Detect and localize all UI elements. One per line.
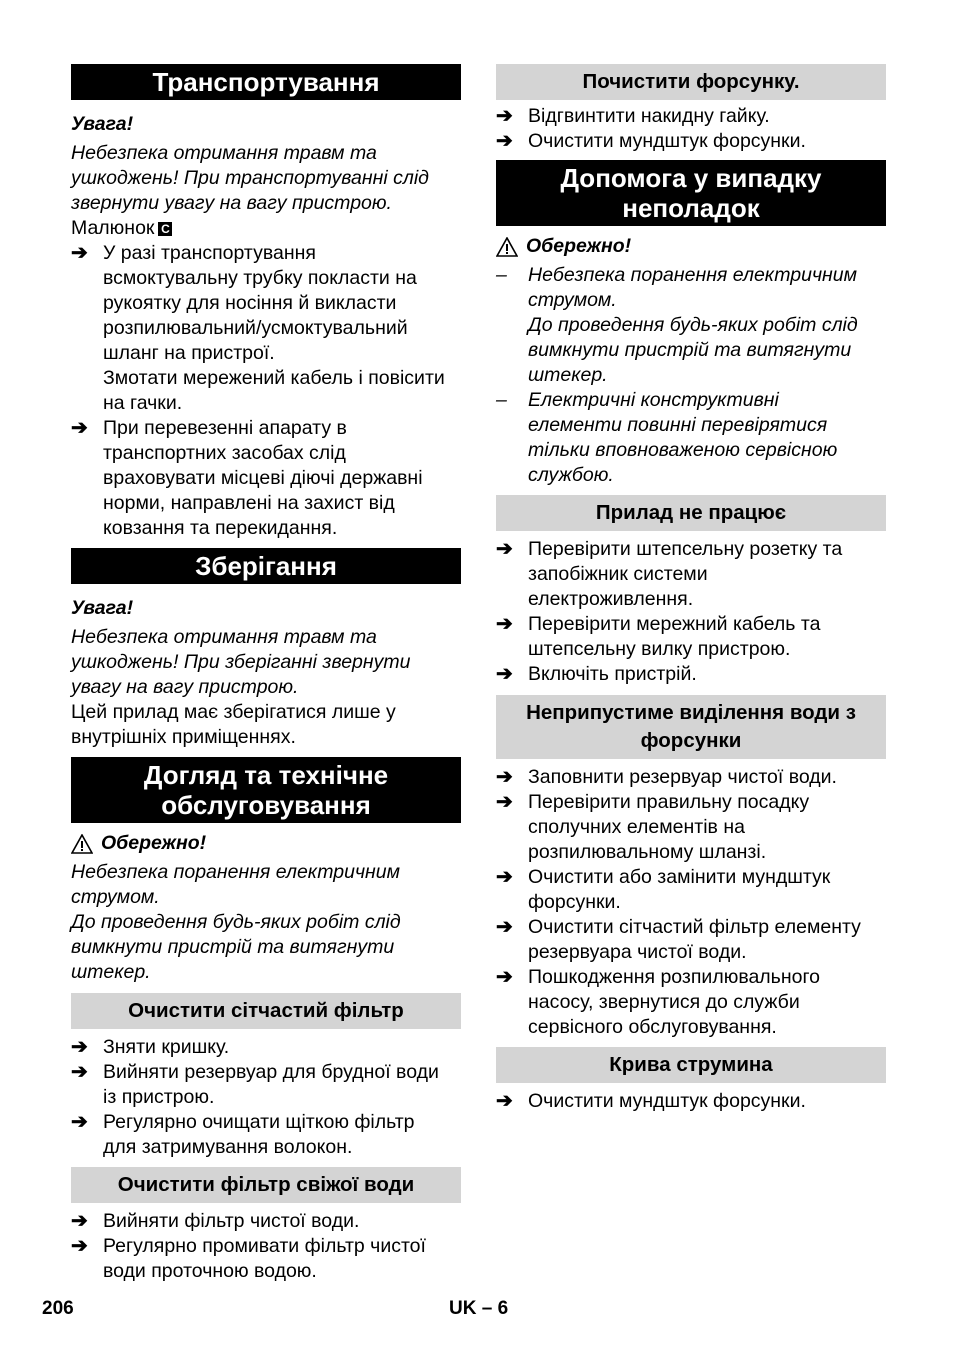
warning-line: Небезпека поранення електричним — [71, 861, 400, 883]
item-line: Регулярно очищати щіткою фільтр — [103, 1111, 415, 1133]
item-line: із пристрою. — [103, 1086, 215, 1108]
list-item — [496, 965, 886, 1040]
attention-label: Увага! — [71, 113, 134, 135]
arrow-right-icon: ➔ — [71, 1036, 88, 1058]
heading-line: форсунки — [640, 729, 742, 752]
item-line: Перевірити мережний кабель та — [528, 613, 821, 635]
item-line: рукоятку для носіння й викласти — [103, 292, 397, 314]
item-line: Регулярно промивати фільтр чистої — [103, 1235, 426, 1257]
item-line: шланг на пристрої. — [103, 342, 275, 364]
list-item — [71, 1209, 461, 1234]
heading-line: неполадок — [622, 193, 760, 223]
warning-triangle-icon — [496, 237, 518, 257]
item-line: води проточною водою. — [103, 1260, 317, 1282]
figure-reference — [71, 216, 461, 241]
caution-label: Обережно! — [101, 832, 207, 854]
item-line: Змотати мережений кабель і повісити — [103, 367, 445, 389]
arrow-right-icon: ➔ — [496, 613, 513, 635]
item-line: Електричні конструктивні — [528, 389, 779, 411]
list-item — [71, 1060, 461, 1110]
list-item — [496, 1089, 886, 1114]
body-line: Цей прилад має зберігатися лише у — [71, 701, 396, 723]
item-line: службою. — [528, 464, 614, 486]
arrow-right-icon: ➔ — [496, 130, 513, 152]
item-line: Вийняти резервуар для брудної води — [103, 1061, 439, 1083]
item-line: штекер. — [528, 364, 608, 386]
item-line: Пошкодження розпилювального — [528, 966, 820, 988]
warning-line: Небезпека отримання травм та — [71, 142, 377, 164]
heading-line: Догляд та технічне — [143, 760, 389, 790]
list-item — [71, 1035, 461, 1060]
arrow-right-icon: ➔ — [496, 766, 513, 788]
arrow-right-icon: ➔ — [71, 1235, 88, 1257]
item-line: Заповнити резервуар чистої води. — [528, 766, 837, 788]
dash-bullet: – — [496, 389, 507, 411]
item-line: Очистити або замінити мундштук — [528, 866, 831, 888]
arrow-right-icon: ➔ — [496, 966, 513, 988]
warning-text — [71, 625, 461, 700]
caution-row — [496, 234, 886, 259]
arrow-right-icon: ➔ — [71, 1111, 88, 1133]
item-line: У разі транспортування — [103, 242, 316, 264]
item-line: норми, направлені на захист від — [103, 492, 395, 514]
warning-line: До проведення будь-яких робіт слід — [71, 911, 401, 933]
subheading-water-output — [496, 695, 886, 759]
arrow-right-icon: ➔ — [496, 916, 513, 938]
list-item — [496, 865, 886, 915]
item-line: розпилювальному шланзі. — [528, 841, 767, 863]
item-line: вимкнути пристрій та витягнути — [528, 339, 852, 361]
item-line: Включіть пристрій. — [528, 663, 697, 685]
item-line: на гачки. — [103, 392, 183, 414]
item-line: Перевірити правильну посадку — [528, 791, 810, 813]
heading-line: Допомога у випадку — [560, 163, 822, 193]
heading-line: обслуговування — [161, 790, 371, 820]
subheading-crooked-jet: Крива струмина — [496, 1047, 886, 1083]
section-heading-care — [71, 757, 461, 823]
section-heading-storage: Зберігання — [71, 548, 461, 584]
list-item — [71, 1234, 461, 1284]
item-line: форсунки. — [528, 891, 621, 913]
warning-triangle-icon — [71, 834, 93, 854]
caution-row — [71, 831, 461, 856]
item-line: всмоктувальну трубку покласти на — [103, 267, 417, 289]
subheading-mesh-filter: Очистити сітчастий фільтр — [71, 993, 461, 1029]
warning-line: увагу на вагу пристрою. — [71, 676, 299, 698]
item-line: сполучних елементів на — [528, 816, 745, 838]
subheading-clean-nozzle: Почистити форсунку. — [496, 64, 886, 100]
list-item — [496, 612, 886, 662]
item-line: сервісного обслуговування. — [528, 1016, 777, 1038]
item-line: для затримування волокон. — [103, 1136, 353, 1158]
item-line: елементи повинні перевірятися — [528, 414, 828, 436]
dash-item — [496, 388, 886, 488]
arrow-right-icon: ➔ — [71, 417, 88, 439]
warning-line: ушкоджень! При зберіганні звернути — [71, 651, 411, 673]
warning-text — [71, 860, 461, 985]
item-line: враховувати місцеві діючі державні — [103, 467, 423, 489]
item-line: Вийняти фільтр чистої води. — [103, 1210, 360, 1232]
item-line: тільки вповноваженою сервісною — [528, 439, 838, 461]
warning-line: ушкоджень! При транспортуванні слід — [71, 167, 429, 189]
caution-label: Обережно! — [526, 235, 632, 257]
section-heading-transport: Транспортування — [71, 64, 461, 100]
item-line: штепсельну вилку пристрою. — [528, 638, 791, 660]
item-line: струмом. — [528, 289, 617, 311]
list-item — [496, 790, 886, 865]
page-number: 206 — [42, 1298, 74, 1319]
list-item — [496, 104, 886, 129]
attention-label: Увага! — [71, 597, 134, 619]
dash-bullet: – — [496, 264, 507, 286]
arrow-right-icon: ➔ — [71, 242, 88, 264]
item-line: Небезпека поранення електричним — [528, 264, 857, 286]
warning-line: звернути увагу на вагу пристрою. — [71, 192, 392, 214]
body-text — [71, 700, 461, 750]
item-line: Перевірити штепсельну розетку та — [528, 538, 843, 560]
right-column — [496, 64, 886, 1114]
figure-ref-label: Малюнок — [71, 217, 155, 239]
warning-line: Небезпека отримання травм та — [71, 626, 377, 648]
arrow-right-icon: ➔ — [496, 663, 513, 685]
arrow-right-icon: ➔ — [71, 1210, 88, 1232]
arrow-right-icon: ➔ — [496, 538, 513, 560]
list-item — [71, 416, 461, 541]
list-item — [496, 915, 886, 965]
item-line: При перевезенні апарату в — [103, 417, 347, 439]
list-item — [71, 1110, 461, 1160]
dash-item — [496, 263, 886, 388]
section-heading-troubleshooting — [496, 160, 886, 226]
figure-letter-icon: C — [158, 222, 172, 236]
item-line: До проведення будь-яких робіт слід — [528, 314, 858, 336]
arrow-right-icon: ➔ — [71, 1061, 88, 1083]
item-line: електроживлення. — [528, 588, 694, 610]
arrow-right-icon: ➔ — [496, 866, 513, 888]
warning-line: штекер. — [71, 961, 151, 983]
item-line: резервуара чистої води. — [528, 941, 747, 963]
item-line: запобіжник системи — [528, 563, 708, 585]
item-line: транспортних засобах слід — [103, 442, 346, 464]
item-line: насосу, звернутися до служби — [528, 991, 800, 1013]
item-line: Очистити мундштук форсунки. — [528, 1090, 806, 1112]
left-column — [71, 64, 461, 1284]
warning-line: струмом. — [71, 886, 160, 908]
arrow-right-icon: ➔ — [496, 791, 513, 813]
list-item — [496, 129, 886, 154]
page-code: UK – 6 — [449, 1298, 509, 1319]
list-item — [496, 537, 886, 612]
warning-line: вимкнути пристрій та витягнути — [71, 936, 395, 958]
item-line: Очистити сітчастий фільтр елементу — [528, 916, 861, 938]
list-item — [496, 662, 886, 687]
subheading-not-working: Прилад не працює — [496, 495, 886, 531]
item-line: Відгвинтити накидну гайку. — [528, 105, 770, 127]
heading-line: Неприпустиме виділення води з — [526, 701, 856, 724]
arrow-right-icon: ➔ — [496, 105, 513, 127]
subheading-fresh-filter: Очистити фільтр свіжої води — [71, 1167, 461, 1203]
warning-text — [71, 141, 461, 216]
item-line: ковзання та перекидання. — [103, 517, 338, 539]
body-line: внутрішніх приміщеннях. — [71, 726, 296, 748]
list-item — [71, 241, 461, 416]
item-line: розпилювальний/усмоктувальний — [103, 317, 408, 339]
list-item — [496, 765, 886, 790]
item-line: Зняти кришку. — [103, 1036, 230, 1058]
arrow-right-icon: ➔ — [496, 1090, 513, 1112]
item-line: Очистити мундштук форсунки. — [528, 130, 806, 152]
